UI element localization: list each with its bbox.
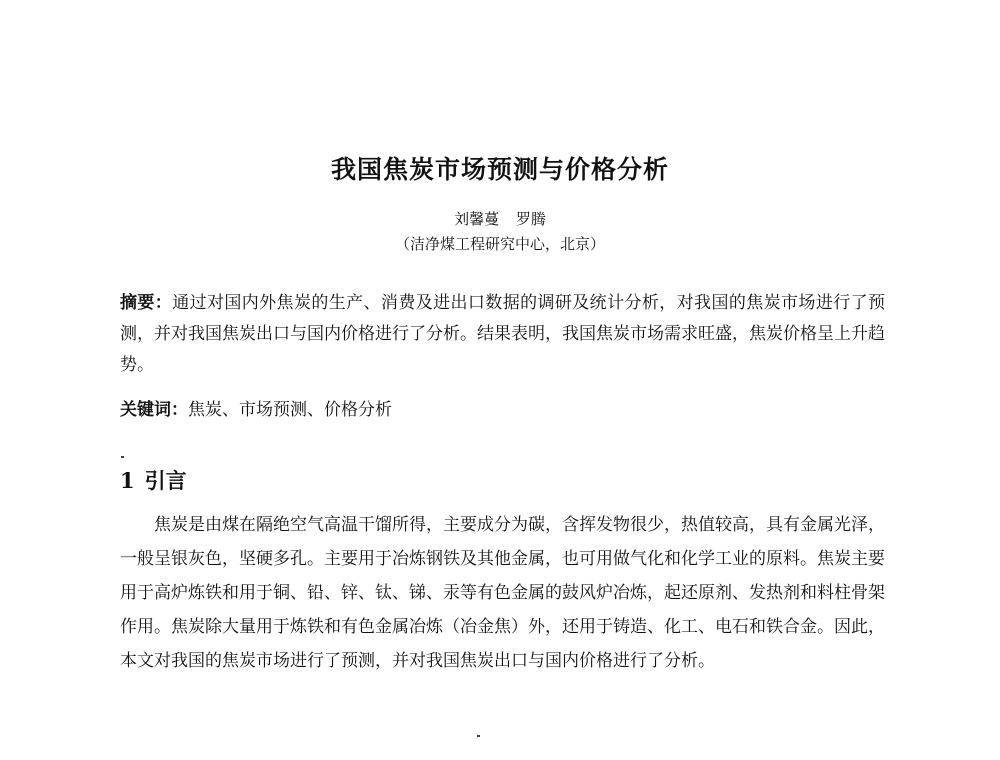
paper-title: 我国焦炭市场预测与价格分析 — [330, 155, 669, 184]
abstract — [120, 288, 885, 381]
abstract-label: 摘要： — [120, 293, 173, 313]
paper-authors: 刘馨蔓 罗腾 — [454, 210, 546, 228]
keywords-label: 关键词： — [120, 400, 188, 420]
keywords-text: 焦炭、市场预测、价格分析 — [188, 400, 392, 420]
keywords — [120, 395, 885, 426]
section-heading — [120, 465, 187, 495]
section-title: 引言 — [144, 468, 187, 493]
paper-affiliation: （洁净煤工程研究中心，北京） — [394, 235, 605, 253]
scan-speck — [477, 735, 480, 737]
section-number: 1 — [120, 468, 135, 493]
section-paragraph: 焦炭是由煤在隔绝空气高温干馏所得，主要成分为碳，含挥发物很少，热值较高，具有金属光泽，一般呈银灰色，坚硬多孔。主要用于冶炼钢铁及其他金属，也可用做气化和化学工业的原料。焦炭主要用于高炉炼铁和用于铜、铅、锌、钛、锑、汞等有色金属的鼓风炉冶炼，起还原剂、发热剂和料柱骨架作用。焦炭除大量用于炼铁和有色金属冶炼（冶金焦）外，还用于铸造、化工、电石和铁合金。因此，本文对我国的焦炭市场进行了预测，并对我国焦炭出口与国内价格进行了分析。 — [120, 515, 885, 671]
scan-speck — [121, 456, 124, 458]
abstract-text: 通过对国内外焦炭的生产、消费及进出口数据的调研及统计分析，对我国的焦炭市场进行了预测，并对我国焦炭出口与国内价格进行了分析。结果表明，我国焦炭市场需求旺盛，焦炭价格呈上升趋势。 — [120, 293, 885, 375]
